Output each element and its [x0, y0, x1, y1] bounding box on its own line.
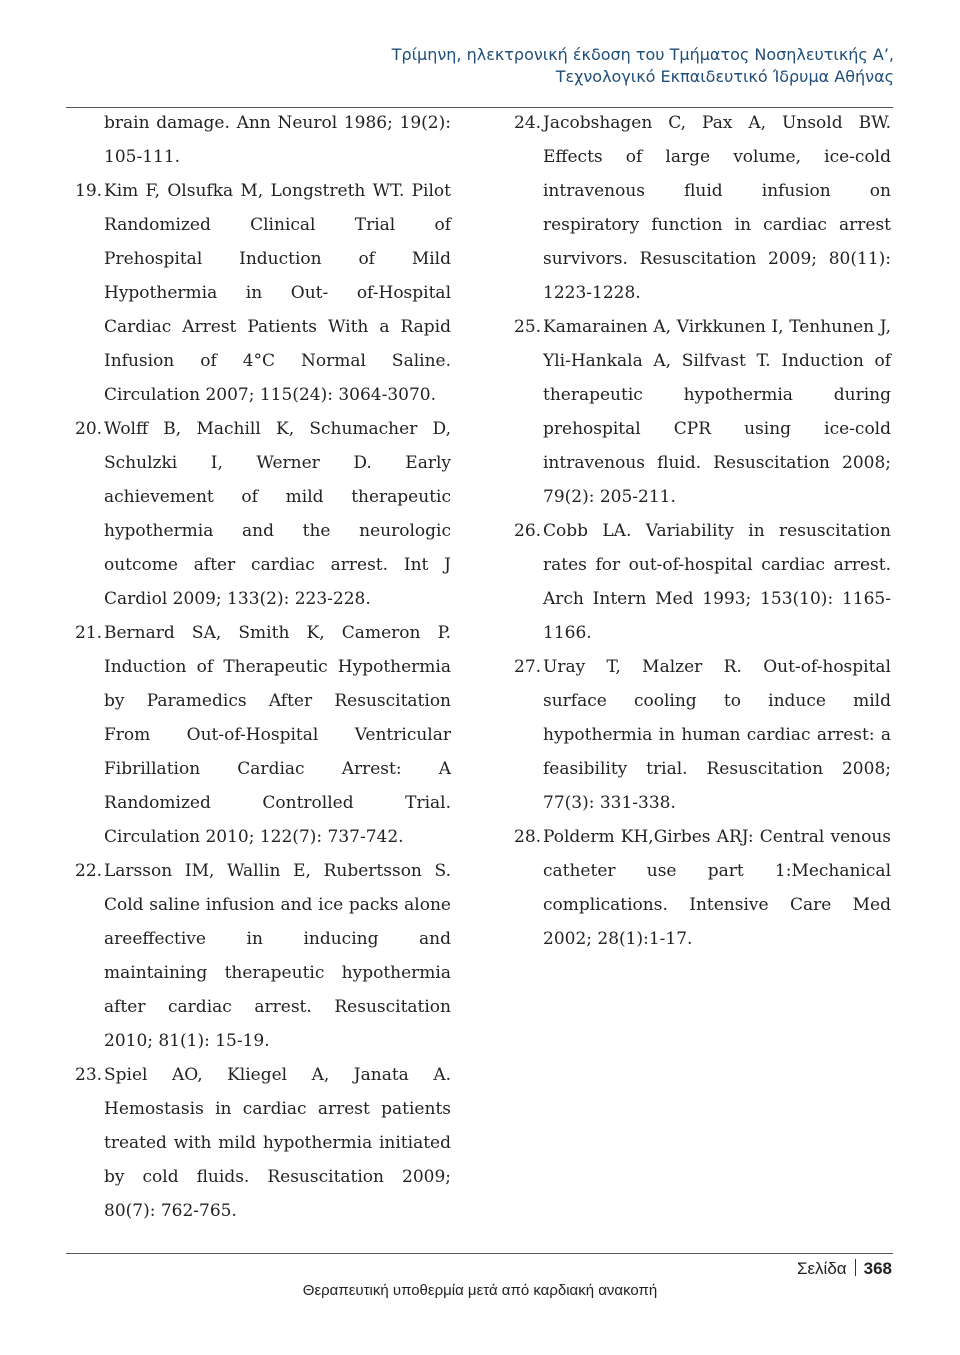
reference-number: 19.: [75, 181, 103, 201]
reference-text: Kim F, Olsufka M, Longstreth WT. Pilot Randomized Clinical Trial of Prehospital Induction of Mild Hypothermia in Out- of-Hospital Cardiac Arrest Patients With a Rapid Infusion of 4°C Normal Saline. Circulation 2007; 115(24): 3064-3070.: [104, 181, 451, 405]
reference-text: Kamarainen A, Virkkunen I, Tenhunen J, Yli-Hankala A, Silfvast T. Induction of therapeutic hypothermia during prehospital CPR using ice-cold intravenous fluid. Resuscitation 2008; 79(2): 205-211.: [543, 317, 891, 507]
reference-number: 24.: [514, 113, 542, 133]
reference-text: Bernard SA, Smith K, Cameron P. Induction of Therapeutic Hypothermia by Paramedics After Resuscitation From Out-of-Hospital Ventricular Fibrillation Cardiac Arrest: A Randomized Controlled Trial. Circulation 2010; 122(7): 737-742.: [104, 623, 451, 847]
reference-number: 28.: [514, 827, 542, 847]
reference-item: [514, 310, 891, 514]
reference-number: 26.: [514, 521, 542, 541]
page-label: Σελίδα: [796, 1259, 847, 1278]
reference-item: [514, 820, 891, 956]
page-number: 368: [863, 1259, 892, 1278]
page-number-separator: [855, 1259, 856, 1276]
reference-text: Jacobshagen C, Pax A, Unsold BW. Effects of large volume, ice-cold intravenous fluid infusion on respiratory function in cardiac arrest survivors. Resuscitation 2009; 80(11): 1223-1228.: [543, 113, 891, 303]
reference-item: [514, 106, 891, 310]
reference-number: 22.: [75, 861, 103, 881]
article-running-title: Θεραπευτική υποθερμία μετά από καρδιακή ανακοπή: [302, 1282, 658, 1299]
reference-item: [75, 174, 451, 412]
journal-header: [74, 44, 894, 88]
right-column: [514, 106, 891, 956]
reference-item: [514, 650, 891, 820]
footer-rule: [66, 1253, 893, 1254]
journal-header-line2: Τεχνολογικό Εκπαιδευτικό Ίδρυμα Αθήνας: [555, 67, 894, 86]
reference-text: Polderm KH,Girbes ARJ: Central venous catheter use part 1:Mechanical complications. Intensive Care Med 2002; 28(1):1-17.: [543, 827, 891, 949]
reference-continued: brain damage. Ann Neurol 1986; 19(2): 105-111.: [104, 113, 451, 167]
reference-item: [75, 412, 451, 616]
journal-header-line1: Τρίμηνη, ηλεκτρονική έκδοση του Τμήματος Νοσηλευτικής Α’,: [391, 45, 894, 64]
reference-item: [75, 1058, 451, 1228]
reference-text: Cobb LA. Variability in resuscitation rates for out-of-hospital cardiac arrest. Arch Intern Med 1993; 153(10): 1165-1166.: [543, 521, 891, 643]
left-column: [75, 106, 451, 1228]
reference-number: 27.: [514, 657, 542, 677]
reference-text: Larsson IM, Wallin E, Rubertsson S. Cold saline infusion and ice packs alone areeffective in inducing and maintaining therapeutic hypothermia after cardiac arrest. Resuscitation 2010; 81(1): 15-19.: [104, 861, 451, 1051]
reference-number: 20.: [75, 419, 103, 439]
reference-number: 25.: [514, 317, 542, 337]
reference-item: [75, 854, 451, 1058]
reference-number: 23.: [75, 1065, 103, 1085]
reference-text: Uray T, Malzer R. Out-of-hospital surface cooling to induce mild hypothermia in human cardiac arrest: a feasibility trial. Resuscitation 2008; 77(3): 331-338.: [543, 657, 891, 813]
reference-item: [75, 616, 451, 854]
reference-text: Spiel AO, Kliegel A, Janata A. Hemostasis in cardiac arrest patients treated with mild hypothermia initiated by cold fluids. Resuscitation 2009; 80(7): 762-765.: [104, 1065, 451, 1221]
reference-item: [514, 514, 891, 650]
reference-number: 21.: [75, 623, 103, 643]
reference-text: Wolff B, Machill K, Schumacher D, Schulzki I, Werner D. Early achievement of mild therapeutic hypothermia and the neurologic outcome after cardiac arrest. Int J Cardiol 2009; 133(2): 223-228.: [104, 419, 451, 609]
page-number-block: [797, 1256, 892, 1282]
